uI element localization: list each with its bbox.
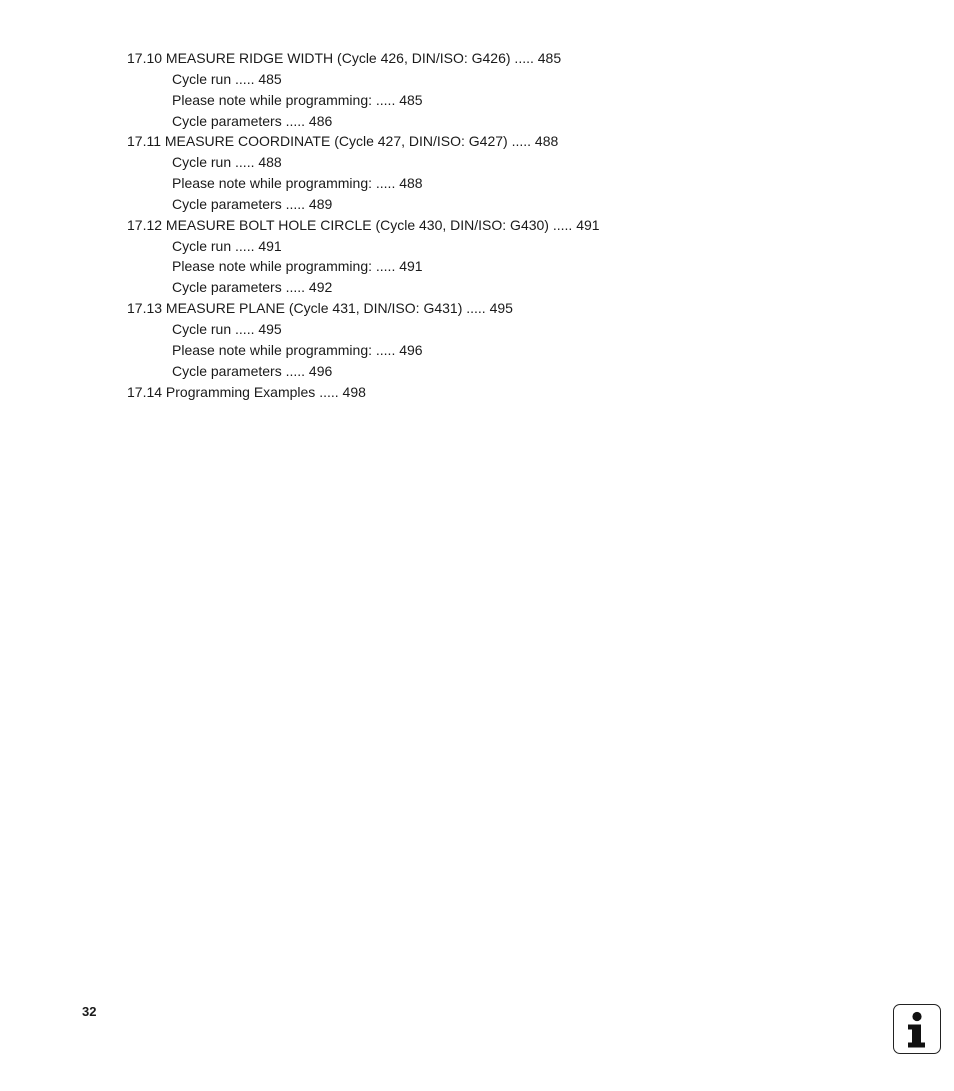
toc-subsection-entry: Please note while programming: ..... 485 [172,91,423,108]
page-number: 32 [82,1004,97,1019]
toc-section-entry: 17.11 MEASURE COORDINATE (Cycle 427, DIN/ISO: G427) ..... 488 [127,133,559,150]
toc-section-entry: 17.10 MEASURE RIDGE WIDTH (Cycle 426, DIN/ISO: G426) ..... 485 [127,50,562,66]
toc-subsection-entry: Cycle run ..... 495 [172,320,282,337]
toc-subsection-entry: Cycle run ..... 488 [172,154,282,171]
table-of-contents [127,48,600,402]
toc-section-entry: 17.14 Programming Examples ..... 498 [127,383,366,400]
toc-subsection-entry: Cycle run ..... 491 [172,237,282,254]
toc-subsection-entry: Cycle parameters ..... 489 [172,195,333,212]
toc-subsection-entry: Please note while programming: ..... 488 [172,175,423,192]
info-icon [893,1004,941,1054]
toc-subsection-entry: Cycle parameters ..... 492 [172,279,333,296]
toc-subsection-entry: Please note while programming: ..... 491 [172,258,423,275]
toc-section-entry: 17.12 MEASURE BOLT HOLE CIRCLE (Cycle 430, DIN/ISO: G430) ..... 491 [127,216,600,233]
toc-subsection-entry: Please note while programming: ..... 496 [172,341,423,358]
toc-section-entry: 17.13 MEASURE PLANE (Cycle 431, DIN/ISO: G431) ..... 495 [127,300,513,317]
toc-subsection-entry: Cycle parameters ..... 496 [172,362,333,379]
toc-subsection-entry: Cycle parameters ..... 486 [172,112,333,129]
toc-subsection-entry: Cycle run ..... 485 [172,70,282,87]
